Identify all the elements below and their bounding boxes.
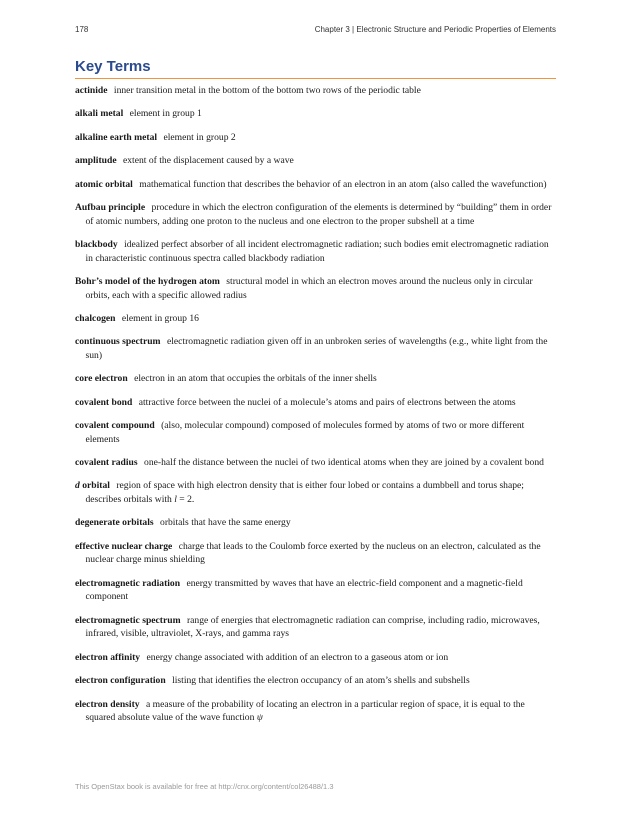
- term-definition: electron in an atom that occupies the orbitals of the inner shells: [134, 373, 377, 385]
- term-definition: listing that identifies the electron occupancy of an atom’s shells and subshells: [172, 675, 470, 687]
- term-core-electron: [75, 372, 556, 386]
- term-name: alkaline earth metal: [75, 131, 158, 143]
- term-d-orbital: [75, 479, 556, 506]
- term-name: covalent compound: [75, 420, 155, 432]
- term-name: [75, 480, 110, 491]
- term-definition: charge that leads to the Coulomb force exerted by the nucleus on an electron, calculated as the nuclear charge minus shielding: [85, 540, 541, 566]
- term-name: electron density: [75, 698, 140, 710]
- term-name: blackbody: [75, 238, 118, 250]
- term-continuous-spectrum: [75, 335, 556, 362]
- term-covalent-radius: [75, 456, 556, 470]
- term-definition-main: a measure of the probability of locating an electron in a particular region of space, it is equal to the squared absolute value of the wave function: [85, 698, 525, 724]
- term-definition: orbitals that have the same energy: [160, 517, 291, 529]
- running-header: Chapter 3 | Electronic Structure and Periodic Properties of Elements: [314, 25, 556, 34]
- term-definition: element in group 1: [129, 108, 202, 120]
- term-definition: inner transition metal in the bottom of the bottom two rows of the periodic table: [113, 85, 421, 96]
- term-definition: electromagnetic radiation given off in an unbroken series of wavelengths (e.g., white light from the sun): [85, 336, 548, 361]
- term-aufbau-principle: [75, 201, 556, 228]
- term-definition: attractive force between the nuclei of a molecule’s atoms and pairs of electrons between the atoms: [138, 396, 516, 408]
- term-name: electron affinity: [75, 651, 141, 663]
- term-name: electromagnetic radiation: [75, 577, 181, 589]
- term-alkaline-earth-metal: [75, 131, 556, 145]
- term-covalent-compound: [75, 419, 556, 446]
- term-definition-main: region of space with high electron density that is either four lobed or contains a dumbbell and torus shape; describes orbitals with: [85, 480, 524, 506]
- footer-note: This OpenStax book is available for free at http://cnx.org/content/col26488/1.3: [75, 782, 334, 791]
- term-name-rest: orbital: [79, 480, 110, 492]
- term-electromagnetic-spectrum: [75, 614, 556, 641]
- term-alkali-metal: [75, 107, 556, 121]
- term-blackbody: [75, 238, 556, 265]
- term-definition-end: = 2.: [176, 494, 195, 506]
- term-definition-italic: l: [174, 494, 177, 506]
- term-name: degenerate orbitals: [75, 517, 154, 529]
- term-definition: mathematical function that describes the behavior of an electron in an atom (also called the wavefunction): [139, 178, 547, 190]
- term-amplitude: [75, 154, 556, 168]
- term-name: Bohr’s model of the hydrogen atom: [75, 275, 220, 287]
- term-electron-configuration: [75, 674, 556, 688]
- term-name: continuous spectrum: [75, 336, 161, 348]
- term-definition: range of energies that electromagnetic radiation can comprise, including radio, microwaves, infrared, visible, ultraviolet, X-rays, and gamma rays: [85, 614, 540, 640]
- section-title: Key Terms: [75, 58, 556, 79]
- term-covalent-bond: [75, 396, 556, 410]
- key-terms-list: [75, 84, 556, 735]
- term-definition: idealized perfect absorber of all incident electromagnetic radiation; such bodies emit electromagnetic radiation in characteristic continuous spectra called blackbody radiation: [85, 238, 549, 264]
- term-definition: element in group 2: [163, 131, 236, 143]
- term-name: core electron: [75, 373, 128, 385]
- term-definition: energy change associated with addition of an electron to a gaseous atom or ion: [146, 651, 449, 663]
- term-name: covalent radius: [75, 457, 138, 469]
- term-definition: [86, 480, 524, 505]
- term-name: alkali metal: [75, 108, 124, 120]
- term-definition: procedure in which the electron configuration of the elements is determined by “building” them in order of atomic numbers, adding one proton to the nucleus and one electron to the proper subshell at a time: [85, 201, 552, 227]
- term-chalcogen: [75, 312, 556, 326]
- term-name: electromagnetic spectrum: [75, 614, 181, 626]
- term-name: atomic orbital: [75, 178, 133, 190]
- term-effective-nuclear-charge: [75, 540, 556, 567]
- term-actinide: [75, 84, 556, 98]
- term-name: actinide: [75, 85, 108, 96]
- term-name: electron configuration: [75, 675, 166, 687]
- term-definition: one-half the distance between the nuclei of two identical atoms when they are joined by a covalent bond: [144, 457, 544, 469]
- term-electron-density: [75, 698, 556, 725]
- term-definition: element in group 16: [121, 312, 199, 324]
- term-definition: energy transmitted by waves that have an electric-field component and a magnetic-field component: [85, 577, 523, 603]
- term-definition: structural model in which an electron moves around the nucleus only in circular orbits, each with a specific allowed radius: [85, 275, 533, 301]
- term-definition: [86, 699, 525, 724]
- page-number: 178: [75, 25, 89, 34]
- term-definition-italic: ψ: [256, 712, 263, 724]
- term-name: covalent bond: [75, 396, 133, 408]
- term-degenerate-orbitals: [75, 516, 556, 530]
- term-name-italic: d: [75, 480, 80, 492]
- term-atomic-orbital: [75, 178, 556, 192]
- term-name: effective nuclear charge: [75, 540, 173, 552]
- term-name: amplitude: [75, 155, 117, 167]
- term-name: Aufbau principle: [75, 201, 146, 213]
- term-name: chalcogen: [75, 312, 116, 324]
- term-bohr-model: [75, 275, 556, 302]
- term-electromagnetic-radiation: [75, 577, 556, 604]
- term-definition: extent of the displacement caused by a wave: [123, 155, 294, 167]
- term-definition: (also, molecular compound) composed of molecules formed by atoms of two or more different elements: [85, 420, 525, 445]
- term-electron-affinity: [75, 651, 556, 665]
